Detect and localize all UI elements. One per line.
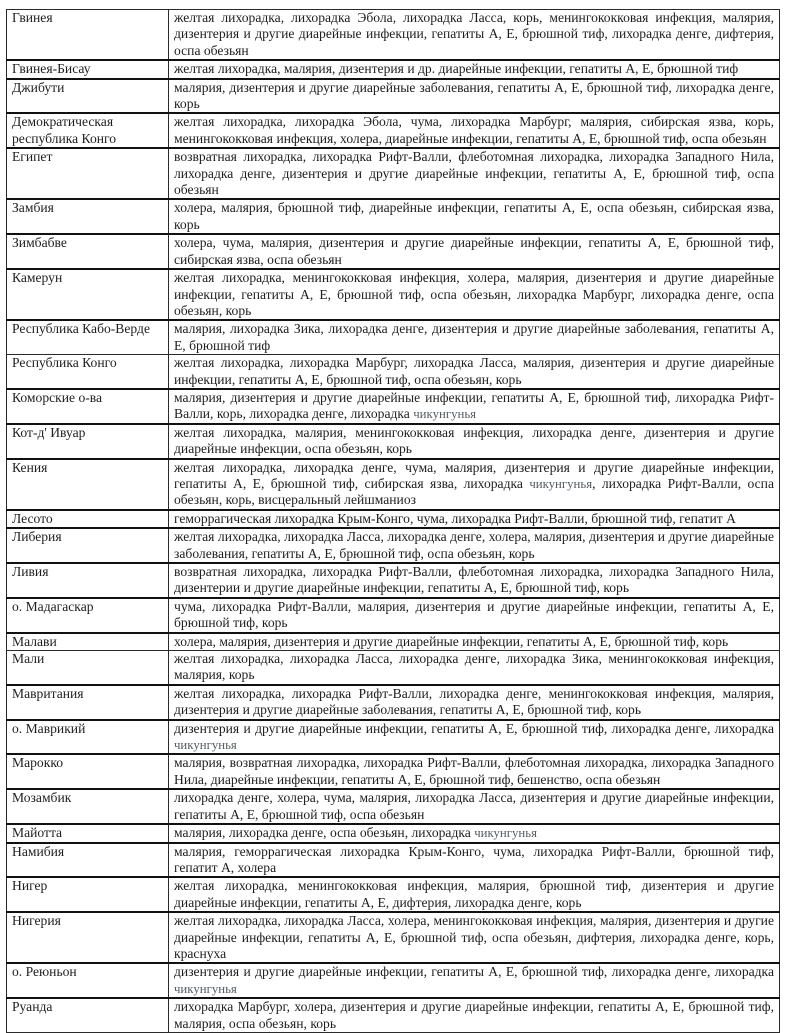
- diseases-text: желтая лихорадка, лихорадка Ласса, лихорадка денге, холера, малярия, дизентерия и другие диарейные заболевания, гепатиты А, Е, брюшной тиф, оспа обезьян, корь: [174, 529, 774, 561]
- country-cell: Нигерия: [7, 912, 169, 963]
- table-row: [7, 685, 780, 720]
- diseases-cell: [169, 843, 780, 878]
- diseases-text: холера, чума, малярия, дизентерия и другие диарейные инфекции, гепатиты А, Е, брюшной тиф, сибирская язва, оспа обезьян: [174, 235, 774, 267]
- table-row: [7, 269, 780, 320]
- table-row: [7, 424, 780, 459]
- diseases-cell: [169, 528, 780, 563]
- diseases-cell: [169, 424, 780, 459]
- diseases-text: желтая лихорадка, лихорадка Эбола, чума, лихорадка Марбург, малярия, сибирская язва, корь, менингококковая инфекция, холера, диарейные инфекции, гепатиты А, Е, брюшной тиф, оспа обезьян: [174, 114, 774, 146]
- diseases-text: желтая лихорадка, менингококковая инфекция, холера, малярия, дизентерия и другие диарейные инфекции, гепатиты А, Е, брюшной тиф, оспа обезьян, лихорадка Марбург, лихорадка денге, оспа обезьян, корь: [174, 270, 774, 318]
- diseases-cell: [169, 320, 780, 354]
- country-cell: о. Реюньон: [7, 963, 169, 998]
- highlighted-disease: чикунгунья: [174, 981, 237, 996]
- country-cell: Демократическая республика Конго: [7, 113, 169, 148]
- country-cell: Гвинея: [7, 10, 169, 61]
- table-row: [7, 113, 780, 148]
- country-cell: Камерун: [7, 269, 169, 320]
- diseases-text: дизентерия и другие диарейные инфекции, гепатиты А, Е, брюшной тиф, лихорадка денге, лихорадка: [174, 964, 774, 980]
- table-row: [7, 320, 780, 354]
- diseases-cell: [169, 685, 780, 720]
- diseases-text: возвратная лихорадка, лихорадка Рифт-Валли, флеботомная лихорадка, лихорадка Западного Нила, лихорадка денге, дизентерия и другие диарейные инфекции, гепатиты А, Е, брюшной тиф, оспа обезьян: [174, 149, 774, 198]
- diseases-text: лихорадка денге, холера, чума, малярия, лихорадка Ласса, дизентерия и другие диарейные инфекции, гепатиты А, Е, брюшной тиф, оспа обезьян: [174, 790, 774, 822]
- table-row: [7, 651, 780, 685]
- diseases-cell: [169, 912, 780, 963]
- diseases-text: малярия, лихорадка денге, оспа обезьян, лихорадка: [174, 825, 475, 841]
- table-row: [7, 877, 780, 912]
- table-row: [7, 963, 780, 998]
- table-row: [7, 459, 780, 510]
- diseases-text: малярия, возвратная лихорадка, лихорадка Рифт-Валли, флеботомная лихорадка, лихорадка Западного Нила, диарейные инфекции, гепатиты А, Е, брюшной тиф, бешенство, оспа обезьян: [174, 755, 774, 787]
- diseases-cell: [169, 651, 780, 685]
- table-row: [7, 633, 780, 651]
- diseases-text: чума, лихорадка Рифт-Валли, малярия, дизентерия и другие диарейные инфекции, гепатиты А, Е, брюшной тиф, корь: [174, 598, 774, 631]
- diseases-text: геморрагическая лихорадка Крым-Конго, чума, лихорадка Рифт-Валли, брюшной тиф, гепатит А: [174, 510, 736, 526]
- table-row: [7, 843, 780, 878]
- country-cell: Замбия: [7, 199, 169, 234]
- country-cell: Малави: [7, 633, 169, 651]
- diseases-text: желтая лихорадка, лихорадка Ласса, холера, менингококковая инфекция, малярия, дизентерия и другие диарейные инфекции, гепатиты А, Е, брюшной тиф, оспа обезьян, дифтерия, лихорадка денге, корь, краснуха: [174, 913, 774, 961]
- country-disease-table: [6, 9, 780, 1033]
- table-row: [7, 510, 780, 528]
- diseases-text: малярия, дизентерия и другие диарейные инфекции, гепатиты А, Е, брюшной тиф, лихорадка Рифт-Валли, корь, лихорадка денге, лихорадка: [174, 389, 774, 422]
- country-cell: Ливия: [7, 563, 169, 598]
- diseases-text: лихорадка Марбург, холера, дизентерия и другие диарейные инфекции, гепатиты А, Е, брюшной тиф, малярия, оспа обезьян, корь: [174, 999, 774, 1031]
- diseases-text: желтая лихорадка, малярия, дизентерия и др. диарейные инфекции, гепатиты А, Е, брюшной тиф: [174, 61, 739, 77]
- diseases-cell: [169, 563, 780, 598]
- highlighted-disease: чикунгунья: [474, 826, 537, 841]
- diseases-text: желтая лихорадка, лихорадка Ласса, лихорадка денге, лихорадка Зика, менингококковая инфекция, малярия, корь: [174, 651, 774, 683]
- country-cell: Джибути: [7, 79, 169, 114]
- table-row: [7, 355, 780, 389]
- diseases-cell: [169, 963, 780, 998]
- country-cell: Марокко: [7, 754, 169, 789]
- country-cell: Мавритания: [7, 685, 169, 720]
- country-cell: Коморские о-ва: [7, 389, 169, 424]
- table-row: [7, 60, 780, 78]
- country-cell: Мозамбик: [7, 789, 169, 824]
- table-row: [7, 824, 780, 842]
- table-row: [7, 789, 780, 824]
- diseases-cell: [169, 824, 780, 842]
- table-row: [7, 389, 780, 424]
- diseases-cell: [169, 389, 780, 424]
- diseases-text: желтая лихорадка, лихорадка денге, чума, малярия, дизентерия и другие диарейные инфекции, гепатиты А, Е, брюшной тиф, сибирская язва, лихорадка: [174, 459, 774, 491]
- country-cell: Египет: [7, 148, 169, 199]
- country-cell: Зимбабве: [7, 234, 169, 269]
- diseases-cell: [169, 754, 780, 789]
- diseases-cell: [169, 459, 780, 510]
- diseases-text: желтая лихорадка, лихорадка Эбола, лихорадка Ласса, корь, менингококковая инфекция, малярия, дизентерия и другие диарейные инфекции, гепатиты А, Е, брюшной тиф, лихорадка денге, дифтерия, оспа обезьян: [174, 10, 774, 58]
- diseases-cell: [169, 633, 780, 651]
- diseases-cell: [169, 199, 780, 234]
- table-row: [7, 998, 780, 1032]
- country-cell: Намибия: [7, 843, 169, 878]
- table-row: [7, 754, 780, 789]
- diseases-cell: [169, 355, 780, 389]
- country-cell: о. Маврикий: [7, 720, 169, 755]
- table-row: [7, 563, 780, 598]
- diseases-cell: [169, 510, 780, 528]
- table-row: [7, 148, 780, 199]
- diseases-text: малярия, геморрагическая лихорадка Крым-Конго, чума, лихорадка Рифт-Валли, брюшной тиф, гепатит А, холера: [174, 843, 774, 875]
- country-cell: Лесото: [7, 510, 169, 528]
- table-row: [7, 79, 780, 114]
- country-cell: Мали: [7, 651, 169, 685]
- diseases-text: возвратная лихорадка, лихорадка Рифт-Валли, флеботомная лихорадка, лихорадка Западного Нила, дизентерии и другие диарейные инфекции, гепатиты А, Е, брюшной тиф, корь: [174, 564, 774, 596]
- table-row: [7, 10, 780, 61]
- country-cell: Либерия: [7, 528, 169, 563]
- diseases-text: дизентерия и другие диарейные инфекции, гепатиты А, Е, брюшной тиф, лихорадка денге, лихорадка: [174, 720, 774, 736]
- table-row: [7, 528, 780, 563]
- diseases-text: малярия, дизентерия и другие диарейные заболевания, гепатиты А, Е, брюшной тиф, лихорадка денге, корь: [174, 79, 774, 112]
- diseases-text: желтая лихорадка, малярия, менингококковая инфекция, лихорадка денге, дизентерия и другие диарейные инфекции, оспа обезьян, корь: [174, 424, 774, 457]
- country-cell: Нигер: [7, 877, 169, 912]
- diseases-text: холера, малярия, брюшной тиф, диарейные инфекции, гепатиты А, Е, оспа обезьян, сибирская язва, корь: [174, 200, 774, 232]
- diseases-cell: [169, 113, 780, 148]
- country-cell: Кот-д' Ивуар: [7, 424, 169, 459]
- country-cell: о. Мадагаскар: [7, 598, 169, 633]
- country-cell: Кения: [7, 459, 169, 510]
- highlighted-disease: чикунгунья: [413, 407, 477, 422]
- table-row: [7, 720, 780, 755]
- diseases-text: желтая лихорадка, менингококковая инфекция, малярия, брюшной тиф, дизентерия и другие диарейные инфекции, гепатиты А, Е, дифтерия, лихорадка денге, корь: [174, 878, 774, 910]
- table-row: [7, 598, 780, 633]
- table-row: [7, 199, 780, 234]
- diseases-cell: [169, 10, 780, 61]
- country-cell: Республика Конго: [7, 355, 169, 389]
- country-cell: Майотта: [7, 824, 169, 842]
- diseases-cell: [169, 60, 780, 78]
- country-cell: Гвинея-Бисау: [7, 60, 169, 78]
- diseases-cell: [169, 789, 780, 824]
- diseases-text: холера, малярия, дизентерия и другие диарейные инфекции, гепатиты А, Е, брюшной тиф, корь: [174, 633, 729, 649]
- diseases-text: малярия, лихорадка Зика, лихорадка денге, дизентерия и другие диарейные заболевания, гепатиты А, Е, брюшной тиф: [174, 321, 774, 353]
- diseases-cell: [169, 148, 780, 199]
- country-cell: Республика Кабо-Верде: [7, 320, 169, 354]
- highlighted-disease: чикунгунья: [529, 476, 593, 491]
- document-page: [6, 9, 780, 1033]
- diseases-text: желтая лихорадка, лихорадка Марбург, лихорадка Ласса, малярия, дизентерия и другие диарейные инфекции, гепатиты А, Е, брюшной тиф, оспа обезьян, корь: [174, 355, 774, 387]
- diseases-cell: [169, 877, 780, 912]
- diseases-text-tail: , лихорадка Рифт-Валли, оспа обезьян, корь, висцеральный лейшманиоз: [174, 475, 774, 508]
- diseases-text: желтая лихорадка, лихорадка Рифт-Валли, лихорадка денге, менингококковая инфекция, малярия, дизентерия и другие диарейные заболевания, гепатиты А, Е, брюшной тиф, корь: [174, 685, 774, 718]
- diseases-cell: [169, 269, 780, 320]
- diseases-cell: [169, 79, 780, 114]
- table-row: [7, 234, 780, 269]
- diseases-cell: [169, 720, 780, 755]
- table-row: [7, 912, 780, 963]
- highlighted-disease: чикунгунья: [174, 738, 237, 753]
- country-cell: Руанда: [7, 998, 169, 1032]
- diseases-cell: [169, 234, 780, 269]
- diseases-cell: [169, 998, 780, 1032]
- diseases-cell: [169, 598, 780, 633]
